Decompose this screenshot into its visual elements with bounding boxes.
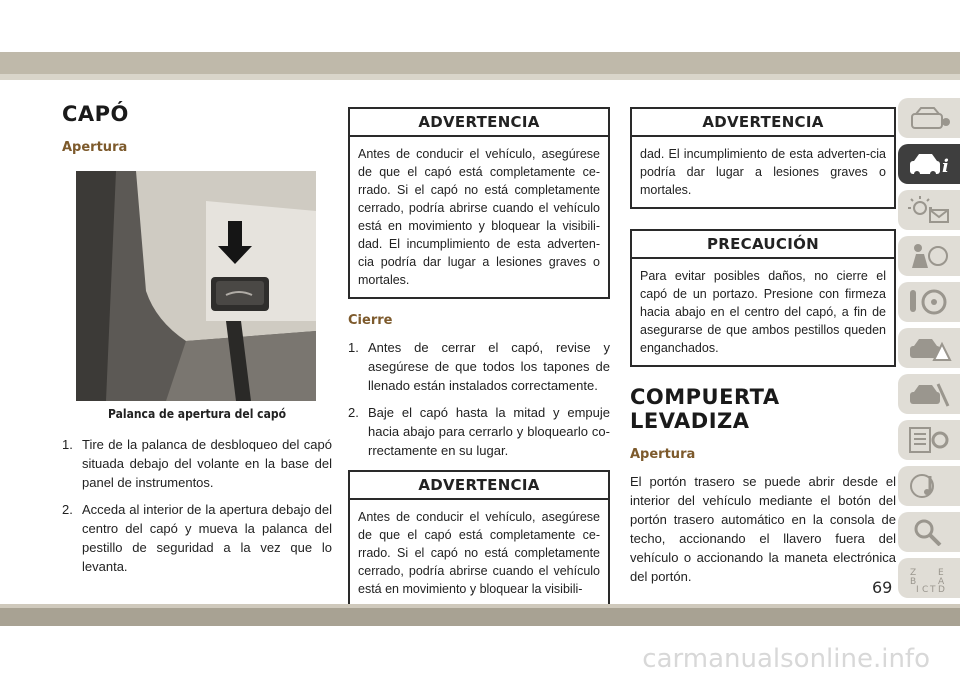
header-band: [0, 52, 960, 74]
car-info-icon: [908, 150, 952, 178]
close-steps-list: [348, 338, 610, 460]
tab-multimedia[interactable]: [898, 466, 960, 506]
multimedia-icon: [908, 472, 952, 500]
list-item: 1. Tire de la palanca de desbloqueo del capó situada debajo del volante en la base del panel de instrumentos.: [62, 437, 332, 490]
warning-title: ADVERTENCIA: [350, 109, 608, 137]
warning-box-1: [348, 107, 610, 299]
open-steps-list: [62, 435, 332, 576]
steering-wheel-icon: [908, 288, 952, 316]
tab-customer-assistance[interactable]: [898, 512, 960, 552]
warning-title: ADVERTENCIA: [632, 109, 894, 137]
warning-box-2: [348, 470, 610, 608]
column-1: [62, 96, 332, 584]
header-band-lower: [0, 74, 960, 80]
tab-servicing[interactable]: [898, 374, 960, 414]
subtitle-cierre: Cierre: [348, 313, 393, 328]
page-number: 69: [872, 578, 893, 597]
photo-caption: Palanca de apertura del capó: [108, 407, 286, 421]
car-dashboard-icon: [908, 104, 952, 132]
caution-text: Para evitar posibles daños, no cierre el capó de un portazo. Presione con firmeza hacia abajo en el centro del capó, a fin de asegurarse de que ambos pestillos queden enganchados.: [640, 269, 886, 355]
liftgate-body-text: El portón trasero se puede abrir desde el interior del vehículo mediante el botón del portón trasero automático en la consola de techo, accionando el llavero fuera del vehículo o accionando la maneta electrónica del portón.: [630, 474, 896, 584]
svg-text:I: I: [916, 585, 919, 592]
warning-text: Antes de conducir el vehículo, asegúrese de que el capó está completamente ce-rrado. Si el capó no está completamente cerrado, podría abrirse cuando el vehículo está en movimiento y bloquear la visibili-dad. El incumplimiento de esta adverten-cia podría dar lugar a lesiones graves o mortales.: [358, 147, 600, 287]
tab-car-info[interactable]: [898, 144, 960, 184]
watermark: carmanualsonline.info: [642, 644, 930, 674]
tab-index[interactable]: [898, 558, 960, 598]
warning-light-icon: [908, 196, 952, 224]
caution-title: PRECAUCIÓN: [632, 231, 894, 259]
caution-box: [630, 229, 896, 367]
svg-text:B: B: [910, 577, 917, 587]
car-service-icon: [908, 380, 952, 408]
subtitle-apertura: Apertura: [62, 140, 128, 155]
safety-airbag-icon: [908, 242, 952, 270]
column-2: [348, 107, 610, 622]
tab-safety[interactable]: [898, 236, 960, 276]
warning-box-3: [630, 107, 896, 209]
tab-specifications[interactable]: [898, 420, 960, 460]
index-icon: [908, 564, 952, 592]
svg-text:T: T: [930, 585, 936, 592]
tab-starting-operating[interactable]: [898, 282, 960, 322]
search-icon: [908, 518, 952, 546]
chapter-tabs: [898, 98, 960, 604]
warning-text: Antes de conducir el vehículo, asegúrese de que el capó está completamente ce-rrado. Si el capó no está completamente cerrado, podría abrirse cuando el vehículo está en movimiento y bloquear la visibili-: [358, 510, 600, 596]
section-title-capo: CAPÓ: [62, 102, 129, 126]
warning-title: ADVERTENCIA: [350, 472, 608, 500]
svg-text:E: E: [938, 568, 944, 578]
section-title-compuerta: COMPUERTA LEVADIZA: [630, 385, 780, 433]
svg-text:Z: Z: [910, 568, 917, 578]
svg-text:A: A: [938, 577, 945, 587]
svg-text:C: C: [922, 585, 929, 592]
footer-band: [0, 608, 960, 626]
hood-release-photo: [76, 171, 316, 401]
tab-warning-lights[interactable]: [898, 190, 960, 230]
warning-text: dad. El incumplimiento de esta adverten-cia podría dar lugar a lesiones graves o mortales.: [640, 147, 886, 197]
list-item: 2. Baje el capó hasta la mitad y empuje hacia abajo para cerrarlo y bloquearlo co-rrectamente en su lugar.: [348, 405, 610, 458]
svg-text:i: i: [942, 156, 949, 177]
maintenance-specs-icon: [908, 426, 952, 454]
tab-car-dashboard[interactable]: [898, 98, 960, 138]
tab-emergency[interactable]: [898, 328, 960, 368]
column-3: [630, 107, 896, 586]
subtitle-apertura-2: Apertura: [630, 447, 696, 462]
svg-text:D: D: [938, 585, 945, 592]
car-warning-icon: [908, 334, 952, 362]
list-item: 2. Acceda al interior de la apertura debajo del centro del capó y mueva la palanca del pestillo de seguridad a la vez que lo levanta.: [62, 502, 332, 574]
list-item: 1. Antes de cerrar el capó, revise y asegúrese de que todos los tapones de llenado están instalados correctamente.: [348, 340, 610, 393]
